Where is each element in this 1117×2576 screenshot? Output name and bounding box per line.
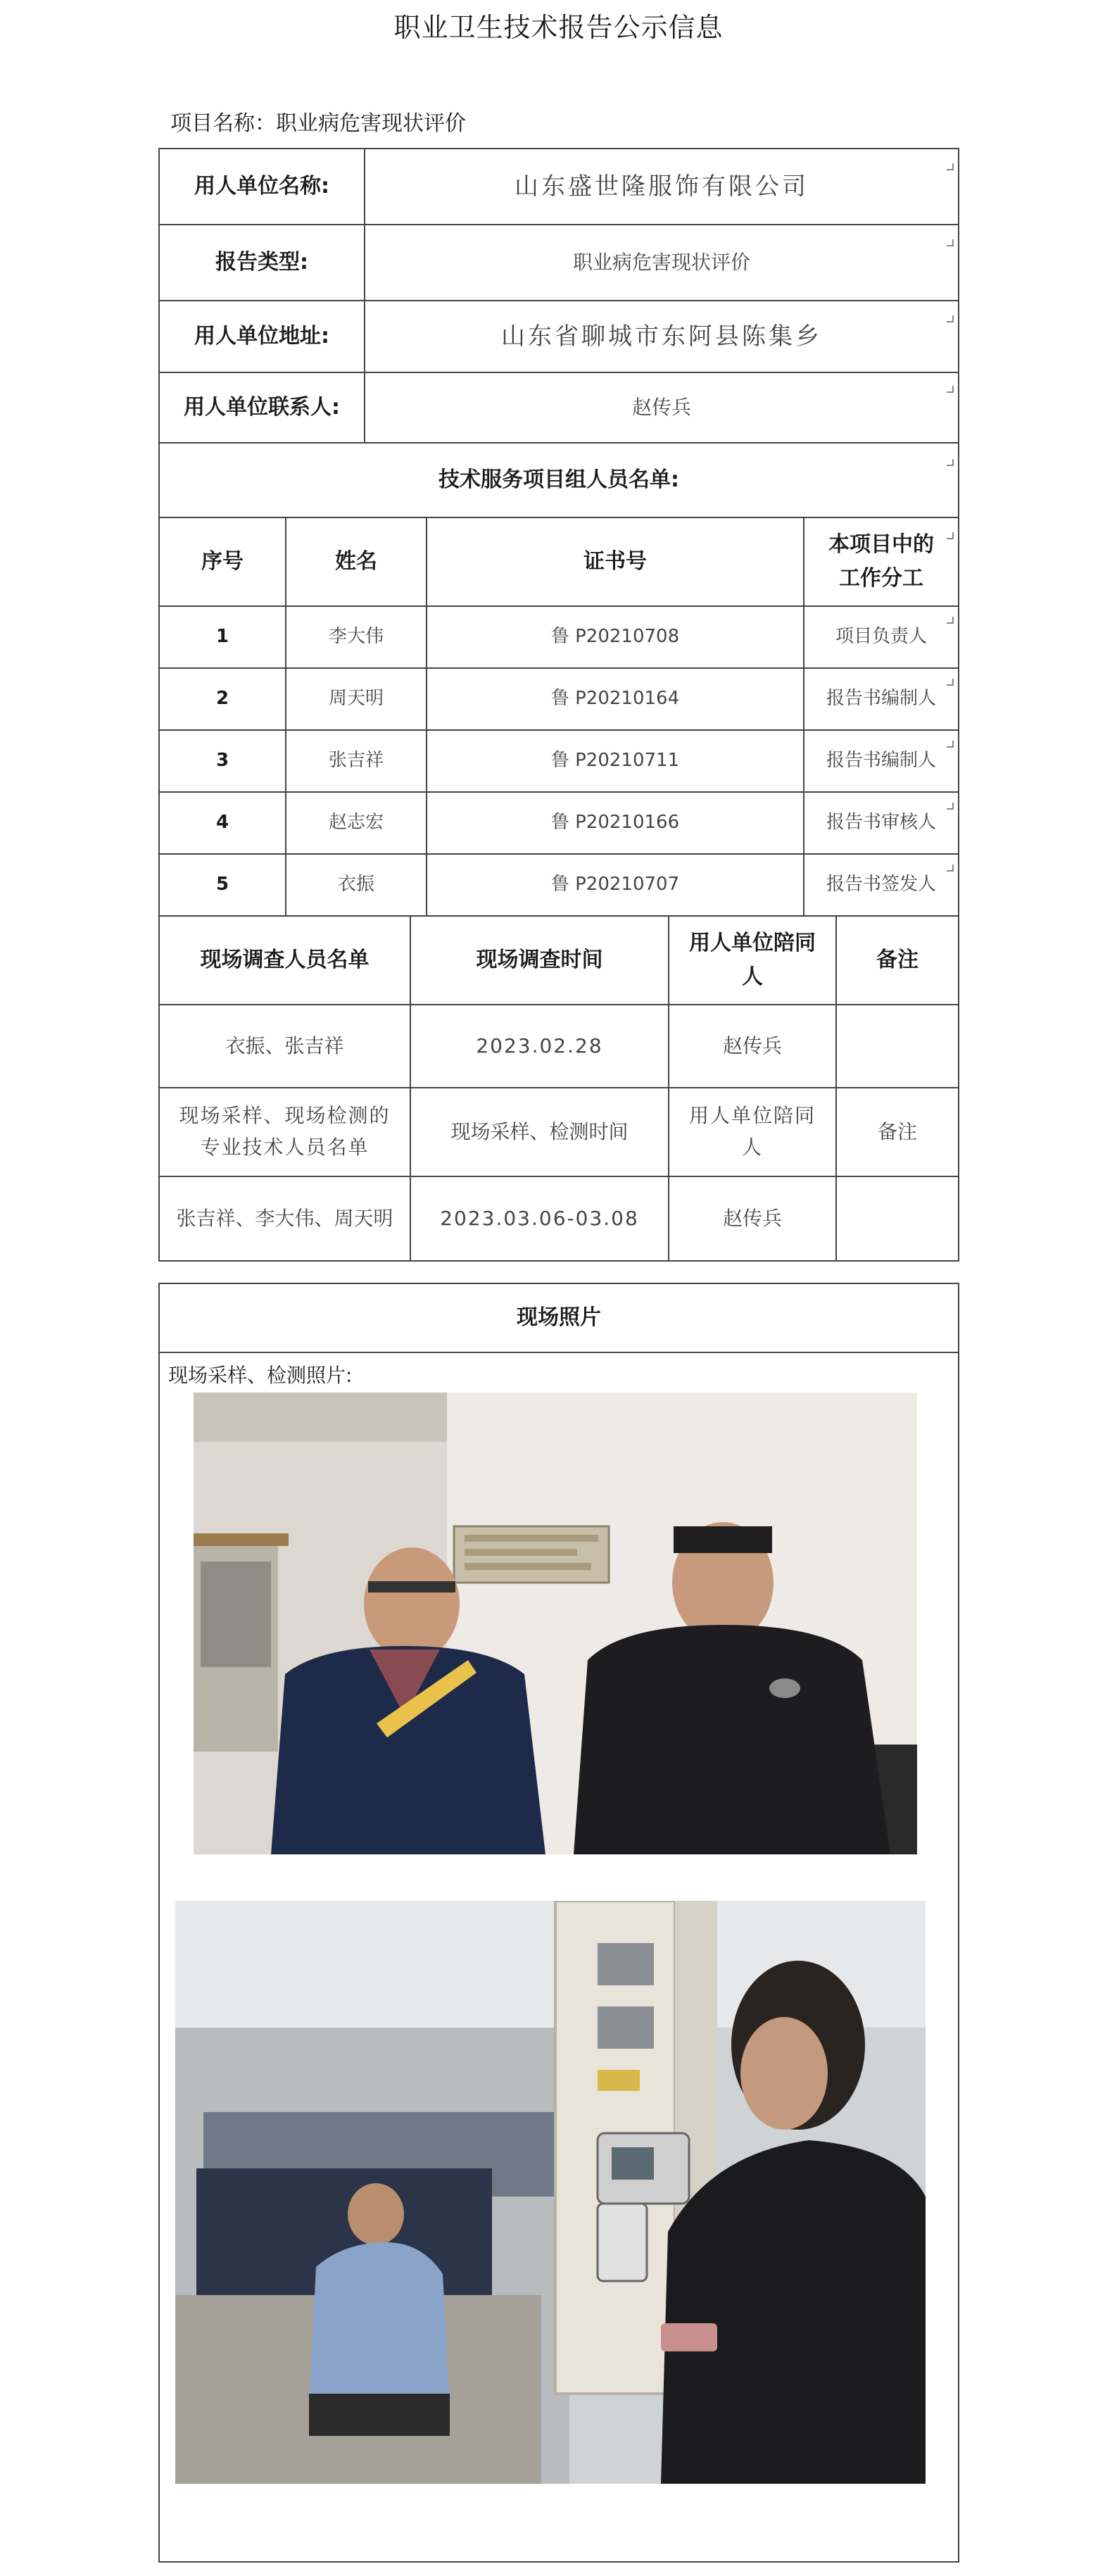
team-header-cert: 证书号	[583, 549, 647, 574]
report-type-value: 职业病危害现状评价	[572, 250, 750, 274]
team-row-cert: 鲁 P20210707	[550, 874, 680, 896]
sampling-header-time: 现场采样、检测时间	[450, 1119, 629, 1143]
survey-header-accompany	[669, 917, 835, 1004]
team-row-cert: 鲁 P20210708	[550, 626, 680, 648]
team-row-name: 赵志宏	[328, 812, 384, 834]
unit-address-value: 山东省聊城市东阿县陈集乡	[501, 322, 822, 351]
sampling-header-remark: 备注	[877, 1119, 917, 1143]
team-row-name: 衣振	[337, 874, 374, 896]
contact-label: 用人单位联系人:	[184, 395, 340, 420]
sampling-header-accompany-line2: 人	[741, 1136, 763, 1159]
report-type-label: 报告类型:	[215, 250, 308, 275]
survey-header-people: 现场调查人员名单	[200, 948, 370, 972]
survey-remark	[837, 1005, 958, 1087]
unit-name-value: 山东盛世隆服饰有限公司	[515, 172, 809, 201]
survey-header-time: 现场调查时间	[476, 948, 603, 972]
survey-time: 2023.02.28	[476, 1033, 603, 1057]
sampling-people: 张吉祥、李大伟、周天明	[176, 1206, 393, 1230]
team-header-name: 姓名	[335, 549, 377, 574]
team-header-role-line2: 工作分工	[839, 566, 923, 591]
team-row-no: 3	[215, 750, 229, 772]
survey-people: 衣振、张吉祥	[225, 1033, 344, 1057]
sampling-header-people	[160, 1088, 410, 1176]
team-header-no: 序号	[201, 549, 244, 574]
team-header-role	[804, 518, 958, 605]
team-row-cert: 鲁 P20210711	[550, 750, 680, 772]
contact-value: 赵传兵	[631, 395, 691, 419]
team-title: 技术服务项目组人员名单:	[438, 467, 679, 492]
site-photo-office	[194, 1393, 917, 1854]
team-row-role: 报告书编制人	[826, 688, 936, 710]
survey-header-accompany-line2: 人	[742, 965, 763, 989]
team-row-cert: 鲁 P20210164	[550, 688, 680, 710]
page-title: 职业卫生技术报告公示信息	[393, 12, 724, 43]
sampling-header-people-line1: 现场采样、现场检测的	[179, 1104, 391, 1128]
team-row-name: 周天明	[328, 688, 384, 710]
sampling-remark	[837, 1177, 958, 1260]
sampling-header-people-line2: 专业技术人员名单	[200, 1136, 370, 1159]
team-row-no: 2	[215, 688, 229, 710]
sampling-accompany: 赵传兵	[722, 1206, 782, 1230]
team-row-name: 李大伟	[328, 626, 384, 648]
team-header-role-line1: 本项目中的	[828, 532, 934, 557]
project-name-line: 项目名称：职业病危害现状评价	[170, 111, 466, 136]
sampling-time: 2023.03.06-03.08	[440, 1206, 639, 1230]
sampling-header-accompany	[669, 1088, 835, 1176]
team-row-no: 5	[215, 874, 229, 896]
team-row-role: 报告书编制人	[826, 750, 936, 772]
unit-address-label: 用人单位地址:	[194, 324, 329, 348]
survey-header-accompany-line1: 用人单位陪同	[689, 931, 816, 955]
unit-name-label: 用人单位名称:	[194, 174, 329, 199]
team-row-no: 1	[215, 626, 229, 648]
team-row-cert: 鲁 P20210166	[550, 812, 680, 834]
team-row-role: 报告书审核人	[826, 812, 936, 834]
photos-title: 现场照片	[517, 1305, 601, 1330]
team-row-role: 报告书签发人	[826, 874, 936, 896]
team-row-name: 张吉祥	[328, 750, 384, 772]
team-row-role: 项目负责人	[835, 626, 927, 648]
site-photo-workshop	[175, 1901, 926, 2484]
photos-caption: 现场采样、检测照片:	[168, 1364, 353, 1387]
survey-header-remark: 备注	[876, 948, 919, 972]
survey-accompany: 赵传兵	[722, 1033, 782, 1057]
sampling-header-accompany-line1: 用人单位陪同	[688, 1104, 816, 1128]
info-table	[158, 148, 959, 1262]
photos-section	[158, 1283, 959, 2563]
team-row-no: 4	[215, 812, 229, 834]
